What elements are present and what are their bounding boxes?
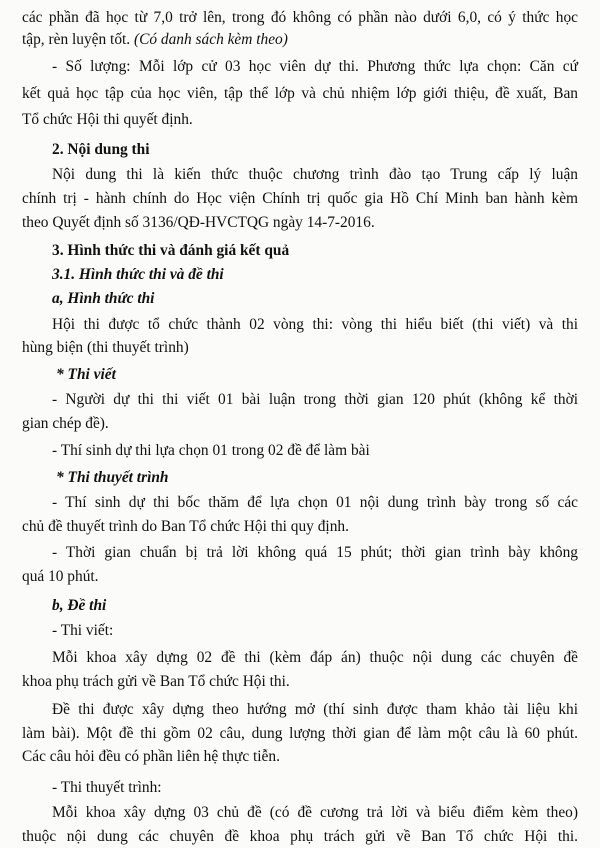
subsection-heading [52, 288, 578, 309]
paragraph-line [22, 7, 578, 28]
line-text: Tổ chức Hội thi quyết định. [22, 111, 193, 128]
subsection-heading [52, 264, 578, 285]
item-heading [56, 364, 578, 385]
paragraph-line [52, 699, 578, 720]
item-heading [56, 467, 578, 488]
paragraph-line [52, 620, 578, 641]
line-text: Đề thi được xây dựng theo hướng mở (thí sinh được tham khảo tài liệu khi [52, 701, 578, 718]
paragraph-line [22, 188, 578, 209]
paragraph-line [52, 56, 578, 77]
line-text: khoa phụ trách gửi về Ban Tổ chức Hội thi. [22, 673, 290, 690]
line-text: các phần đã học từ 7,0 trở lên, trong đó không có phần nào dưới 6,0, có ý thức học [22, 9, 578, 26]
line-text: Hội thi được tổ chức thành 02 vòng thi: vòng thi hiểu biết (thi viết) và thi [52, 316, 578, 333]
paragraph-line [52, 492, 578, 513]
paragraph-line [22, 29, 578, 50]
line-text: - Thi thuyết trình: [52, 779, 162, 796]
line-text: quá 10 phút. [22, 568, 99, 585]
line-text: Mỗi khoa xây dựng 03 chủ đề (có đề cương trả lời và biểu điểm kèm theo) [52, 804, 578, 821]
line-text: Nội dung thi là kiến thức thuộc chương trình đào tạo Trung cấp lý luận [52, 166, 578, 183]
line-text: tập, rèn luyện tốt. [22, 31, 134, 48]
paragraph-line [52, 164, 578, 185]
paragraph-line [22, 413, 578, 434]
paragraph-line [22, 83, 578, 104]
paragraph-line [52, 802, 578, 823]
line-text: a, Hình thức thi [52, 290, 155, 307]
line-text: - Số lượng: Mỗi lớp cử 03 học viên dự thi. Phương thức lựa chọn: Căn cứ [52, 58, 578, 75]
section-heading [52, 139, 578, 160]
line-text: Các câu hỏi đều có phần liên hệ thực tiễn. [22, 748, 280, 765]
subsection-heading [52, 595, 578, 616]
paragraph-line [22, 212, 578, 233]
line-text: 2. Nội dung thi [52, 141, 150, 158]
line-text: kết quả học tập của học viên, tập thể lớp và chủ nhiệm lớp giới thiệu, đề xuất, Ban [22, 85, 578, 102]
paragraph-line [22, 826, 578, 847]
paragraph-line [52, 440, 578, 461]
line-text: chính trị - hành chính do Học viện Chính trị quốc gia Hồ Chí Minh ban hành kèm [22, 190, 578, 207]
section-heading [52, 240, 578, 261]
line-text: 3. Hình thức thi và đánh giá kết quả [52, 242, 290, 259]
attachment-note: (Có danh sách kèm theo) [133, 31, 288, 48]
paragraph-line [22, 746, 578, 767]
line-text: * Thi thuyết trình [56, 469, 169, 486]
line-text: - Người dự thi thi viết 01 bài luận trong thời gian 120 phút (không kể thời [52, 391, 578, 408]
line-text: - Thí sinh dự thi lựa chọn 01 trong 02 đề để làm bài [52, 442, 370, 459]
paragraph-line [22, 109, 578, 130]
paragraph-line [22, 337, 578, 358]
line-text: - Thí sinh dự thi bốc thăm để lựa chọn 01 nội dung trình bày trong số các [52, 494, 578, 511]
line-text: theo Quyết định số 3136/QĐ-HVCTQG ngày 14-7-2016. [22, 214, 375, 231]
paragraph-line [22, 516, 578, 537]
paragraph-line [52, 647, 578, 668]
paragraph-line [52, 542, 578, 563]
paragraph-line [52, 777, 578, 798]
paragraph-line [52, 389, 578, 410]
line-text: b, Đề thi [52, 597, 107, 614]
line-text: chủ đề thuyết trình do Ban Tổ chức Hội thi quy định. [22, 518, 349, 535]
line-text: Mỗi khoa xây dựng 02 đề thi (kèm đáp án) thuộc nội dung các chuyên đề [52, 649, 578, 666]
line-text: * Thi viết [56, 366, 116, 383]
paragraph-line [22, 566, 578, 587]
paragraph-line [22, 723, 578, 744]
line-text: làm bài). Một đề thi gồm 02 câu, dung lượng thời gian để làm một câu là 60 phút. [22, 725, 578, 742]
paragraph-line [52, 314, 578, 335]
line-text: thuộc nội dung các chuyên đề khoa phụ trách gửi về Ban Tổ chức Hội thi. [22, 828, 578, 845]
line-text: 3.1. Hình thức thi và đề thi [52, 266, 224, 283]
paragraph-line [22, 671, 578, 692]
line-text: gian chép đề). [22, 415, 109, 432]
line-text: - Thời gian chuẩn bị trả lời không quá 15 phút; thời gian trình bày không [52, 544, 578, 561]
line-text: - Thi viết: [52, 622, 114, 639]
line-text: hùng biện (thi thuyết trình) [22, 339, 189, 356]
